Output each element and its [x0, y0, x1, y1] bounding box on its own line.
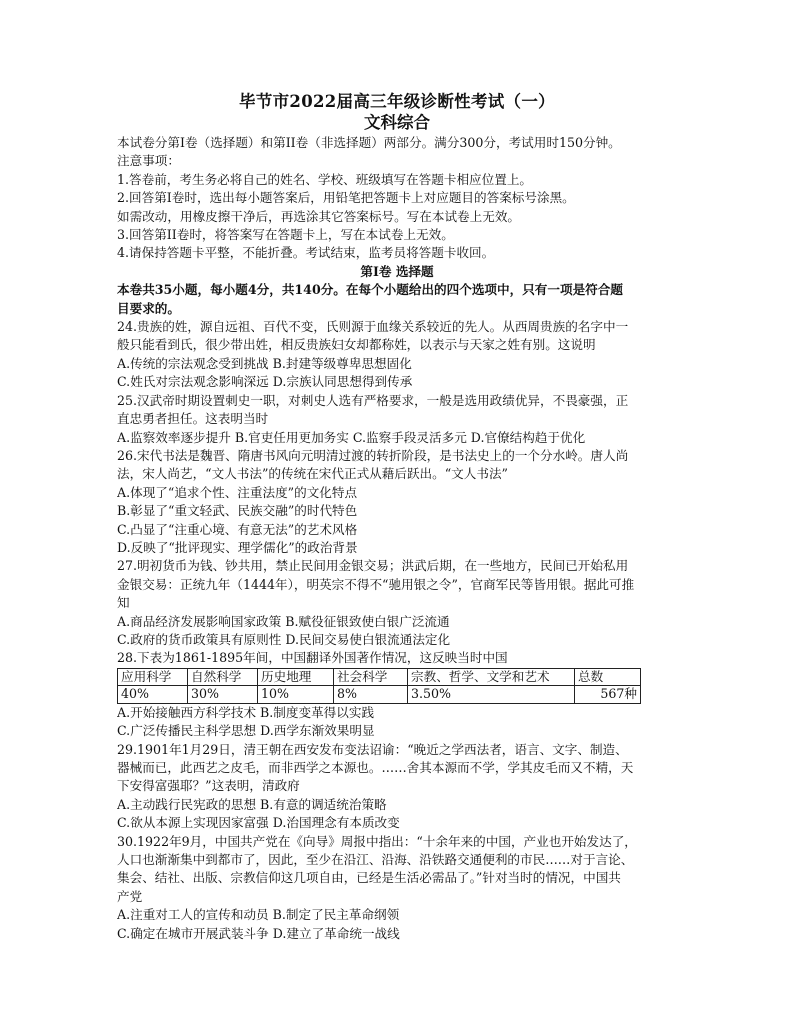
table-header-cell: 总数 — [575, 668, 641, 686]
question-text: 26.宋代书法是魏晋、隋唐书风向元明清过渡的转折阶段，是书法史上的一个分水岭。唐人尚 — [117, 447, 629, 463]
question-24 — [117, 318, 677, 392]
question-text: 25.汉武帝时期设置刺史一职，对刺史人选有严格要求，一般是选用政绩优异，不畏豪强，正 — [117, 392, 629, 408]
instruction-line: 如需改动，用橡皮擦干净后，再选涂其它答案标号。写在本试卷上无效。 — [117, 208, 520, 224]
question-option: C.政府的货币政策具有原则性 D.民间交易使白银流通法定化 — [117, 631, 451, 647]
table-header-cell: 历史地理 — [258, 668, 334, 686]
question-option: C.凸显了“注重心境、有意无法”的艺术风格 — [117, 521, 358, 537]
question-text: 知 — [117, 595, 130, 611]
table-header-row — [118, 668, 641, 686]
exam-subtitle: 文科综合 — [364, 113, 430, 132]
question-text: 下安得富强耶？”这表明，清政府 — [117, 778, 300, 794]
question-text: 产党 — [117, 888, 143, 904]
question-option: C.广泛传播民主科学思想 D.西学东渐效果明显 — [117, 723, 375, 739]
instructions — [117, 134, 677, 263]
question-28 — [117, 649, 677, 740]
question-30 — [117, 833, 677, 943]
instruction-line: 1.答卷前，考生务必将自己的姓名、学校、班级填写在答题卡相应位置上。 — [117, 171, 533, 187]
table-header-cell: 自然科学 — [188, 668, 258, 686]
question-option: D.反映了“批评现实、理学儒化”的政治背景 — [117, 539, 358, 555]
instruction-line: 4.请保持答题卡平整，不能折叠。考试结束，监考员将答题卡收回。 — [117, 245, 495, 261]
question-text: 30.1922年9月，中国共产党在《向导》周报中指出：“十余年来的中国，产业也开始发达了， — [117, 833, 637, 849]
table-header-cell: 社会科学 — [334, 668, 408, 686]
question-text: 器械而已，此西艺之皮毛，而非西学之本源也。……舍其本源而不学，学其皮毛而又不精，天 — [117, 760, 634, 775]
question-text: 法，宋人尚艺，“文人书法”的传统在宋代正式从藉后跃出。“文人书法” — [117, 466, 508, 482]
section-intro: 目要求的。 — [117, 300, 180, 316]
instruction-line: 本试卷分第I卷（选择题）和第II卷（非选择题）两部分。满分300分，考试用时150分钟。 — [117, 135, 621, 150]
table-row — [118, 686, 641, 704]
question-text: 金银交易：正统九年（1444年），明英宗不得不“驰用银之令”，官商军民等皆用银。据此可推 — [117, 576, 635, 592]
question-option: A.体现了“追求个性、注重法度”的文化特点 — [117, 484, 358, 500]
question-option: B.彰显了“重文轻武、民族交融”的时代特色 — [117, 503, 358, 519]
exam-page — [117, 92, 677, 943]
question-29 — [117, 741, 677, 833]
table-header-cell: 应用科学 — [118, 668, 188, 686]
question-text: 24.贵族的姓，源自远祖、百代不变，氏则源于血缘关系较近的先人。从西周贵族的名字中一 — [117, 319, 629, 335]
table-cell: 40% — [118, 686, 188, 704]
exam-title: 毕节市2022届高三年级诊断性考试（一） — [239, 92, 555, 111]
question-text: 29.1901年1月29日，清王朝在西安发布变法诏谕：“晚近之学西法者，语言、文字、制造、 — [117, 741, 628, 757]
section-heading: 第I卷 选择题 — [360, 263, 434, 279]
question-text: 人口也渐渐集中到都市了，因此，至少在沿江、沿海、沿铁路交通便利的市民……对于言论、 — [117, 852, 634, 868]
instruction-line: 2.回答第I卷时，选出每小题答案后，用铅笔把答题卡上对应题目的答案标号涂黑。 — [117, 190, 575, 206]
question-text: 集会、结社、出版、宗教信仰这几项自由，已经是生活必需品了。”针对当时的情况，中国共 — [117, 870, 621, 886]
table-cell: 10% — [258, 686, 334, 704]
question-25 — [117, 392, 677, 447]
section-intro: 本卷共35小题，每小题4分，共140分。在每个小题给出的四个选项中，只有一项是符合题 — [117, 282, 623, 298]
table-cell: 567种 — [575, 686, 641, 704]
instruction-line: 注意事项： — [117, 153, 180, 169]
question-26 — [117, 447, 677, 557]
question-option: C.确定在城市开展武装斗争 D.建立了革命统一战线 — [117, 925, 400, 941]
question-option: A.商品经济发展影响国家政策 B.赋役征银致使白银广泛流通 — [117, 613, 450, 629]
question-text: 28.下表为1861-1895年间，中国翻译外国著作情况，这反映当时中国 — [117, 650, 508, 666]
table-header-cell: 宗教、哲学、文学和艺术 — [408, 668, 575, 686]
question-27 — [117, 557, 677, 649]
question-text: 直忠勇者担任。这表明当时 — [117, 411, 269, 427]
translation-stats-table — [117, 668, 641, 704]
question-option: C.欲从本源上实现因家富强 D.治国理念有本质改变 — [117, 815, 400, 831]
question-text: 27.明初货币为钱、钞共用，禁止民间用金银交易；洪武后期，在一些地方，民间已开始私用 — [117, 558, 629, 574]
question-text: 般只能看到氏，很少带出姓，相反贵族妇女却都称姓，以表示与天家之姓有别。这说明 — [117, 337, 596, 353]
table-cell: 30% — [188, 686, 258, 704]
table-cell: 8% — [334, 686, 408, 704]
question-option: A.开始接触西方科学技术 B.制度变革得以实践 — [117, 704, 375, 720]
question-option: A.监察效率逐步提升 B.官吏任用更加务实 C.监察手段灵活多元 D.官僚结构趋于优化 — [117, 429, 586, 445]
instruction-line: 3.回答第II卷时，将答案写在答题卡上，写在本试卷上无效。 — [117, 227, 454, 243]
question-option: A.主动践行民宪政的思想 B.有意的调适统治策略 — [117, 796, 387, 812]
question-option: A.注重对工人的宣传和动员 B.制定了民主革命纲领 — [117, 907, 400, 923]
question-option: A.传统的宗法观念受到挑战 B.封建等级尊卑思想固化 — [117, 355, 412, 371]
table-cell: 3.50% — [408, 686, 575, 704]
question-option: C.姓氏对宗法观念影响深远 D.宗族认同思想得到传承 — [117, 374, 413, 390]
